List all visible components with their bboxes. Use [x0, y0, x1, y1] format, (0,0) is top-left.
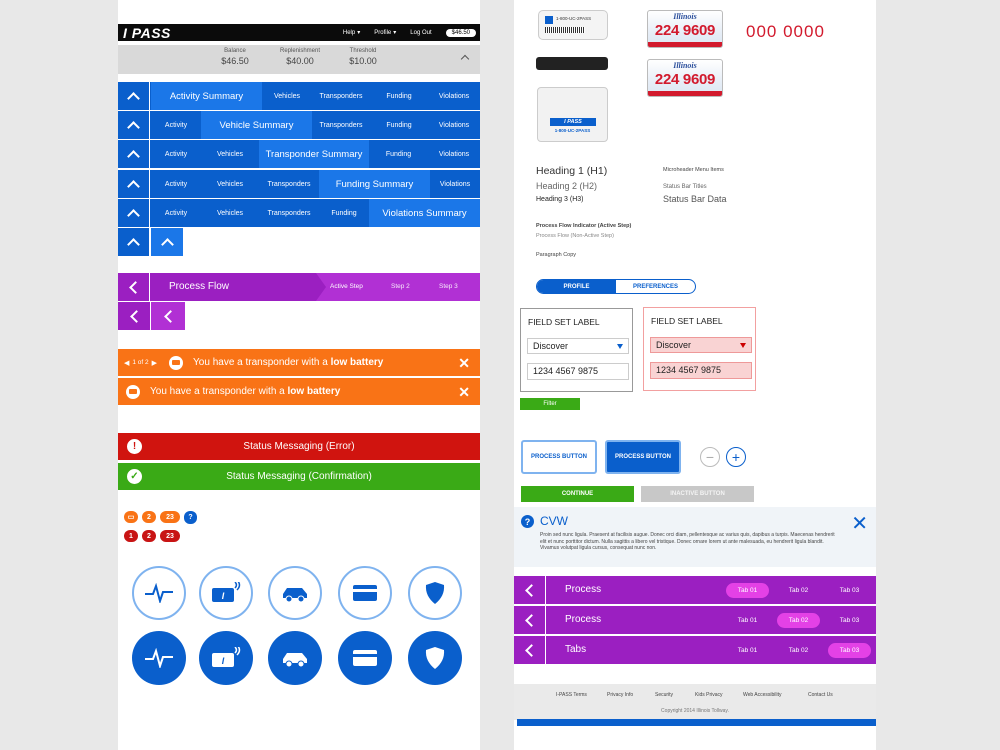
- alert-message: You have a transponder with a low battery: [193, 357, 384, 368]
- tab-activity[interactable]: Activity: [164, 121, 188, 129]
- step-active[interactable]: Active Step: [330, 283, 363, 290]
- chevron-up-icon: [161, 238, 174, 251]
- copyright: Copyright 2014 Illinois Tollway.: [661, 708, 729, 714]
- heading-1-sample: Heading 1 (H1): [536, 165, 608, 177]
- tab-row-activity: [118, 82, 480, 110]
- tab-activity[interactable]: Activity: [164, 180, 188, 188]
- chevron-up-icon: [127, 121, 140, 134]
- card-type-select[interactable]: Discover: [650, 337, 752, 353]
- cvw-info-panel: [514, 507, 876, 567]
- close-icon[interactable]: ✕: [458, 384, 470, 400]
- chevron-left-icon: [525, 614, 538, 627]
- barcode: [545, 27, 585, 33]
- status-confirmation: [118, 463, 480, 490]
- back-button[interactable]: [514, 606, 546, 634]
- svg-text:I: I: [221, 656, 225, 666]
- status-confirm-text: Status Messaging (Confirmation): [226, 471, 372, 482]
- collapse-button[interactable]: [118, 140, 150, 168]
- process-flow-title: Process Flow: [169, 281, 230, 292]
- device-label: 1-800-UC-2PASS: [556, 16, 592, 21]
- chevron-right-icon[interactable]: ▶: [151, 359, 158, 367]
- status-error: [118, 433, 480, 460]
- tab-02[interactable]: Tab 02: [788, 647, 809, 654]
- footer-link[interactable]: Privacy Info: [607, 692, 634, 698]
- alert-message: You have a transponder with a low battery: [150, 386, 341, 397]
- tab-transponders[interactable]: Transponders: [267, 209, 311, 217]
- process-button-filled[interactable]: PROCESS BUTTON: [605, 440, 681, 474]
- tab-01[interactable]: Tab 01: [726, 583, 769, 598]
- tab-activity[interactable]: Activity: [164, 209, 188, 217]
- process-row-label: Process: [565, 584, 602, 595]
- process-steps: [316, 273, 480, 301]
- tab-violations[interactable]: Violations: [438, 150, 470, 158]
- tab-vehicles[interactable]: Vehicles: [216, 209, 244, 217]
- tab-vehicles[interactable]: Vehicles: [216, 150, 244, 158]
- plate-number-text: 000 0000: [746, 22, 825, 41]
- tab-row-violations: [118, 199, 480, 227]
- process-tabs-row: [514, 606, 876, 634]
- collapse-button[interactable]: [118, 170, 150, 198]
- process-flow-active-sample: Process Flow Indicator (Active Step): [536, 223, 632, 229]
- chevron-up-icon: [127, 238, 140, 251]
- tab-activity-summary[interactable]: Activity Summary: [151, 82, 262, 110]
- ipass-logo: I PASS: [123, 24, 171, 41]
- process-row-label: Process: [565, 614, 602, 625]
- footer-bar: [517, 719, 876, 726]
- help-icon: ?: [521, 515, 534, 528]
- footer-link[interactable]: I-PASS Terms: [556, 692, 587, 698]
- card-phone: 1-800-UC-2PASS: [554, 128, 591, 133]
- tab-funding[interactable]: Funding: [385, 150, 412, 158]
- balance-pill[interactable]: $46.50: [446, 29, 476, 37]
- minus-icon[interactable]: −: [700, 447, 720, 467]
- back-button[interactable]: [118, 273, 150, 301]
- vehicle-icon[interactable]: [268, 631, 322, 685]
- shield-icon[interactable]: [408, 566, 462, 620]
- badge-count: 23: [160, 530, 180, 542]
- chevron-up-icon: [127, 92, 140, 105]
- alert-low-battery: [118, 378, 480, 405]
- cvw-title: CVW: [540, 514, 568, 528]
- badge-count: 1: [124, 530, 138, 542]
- chevron-left-icon: [525, 644, 538, 657]
- fieldset-label: FIELD SET LABEL: [528, 317, 600, 327]
- alert-low-battery-paged: [118, 349, 480, 376]
- card-brand: I PASS: [550, 118, 596, 126]
- filter-button[interactable]: Filter: [520, 398, 580, 410]
- tab-transponders[interactable]: Transponders: [319, 121, 363, 129]
- card-icon[interactable]: [338, 631, 392, 685]
- tab-activity[interactable]: Activity: [164, 150, 188, 158]
- tab-violations-summary[interactable]: Violations Summary: [369, 199, 480, 227]
- tab-01[interactable]: Tab 01: [737, 647, 758, 654]
- threshold-col: Threshold $10.00: [349, 48, 377, 66]
- transponder-icon: [126, 385, 140, 399]
- balance-col: Balance $46.50: [221, 48, 249, 66]
- card-type-select[interactable]: Discover: [527, 338, 629, 354]
- tab-funding[interactable]: Funding: [386, 92, 412, 100]
- paragraph-sample: Paragraph Copy: [536, 252, 577, 258]
- inactive-button: INACTIVE BUTTON: [641, 486, 754, 502]
- continue-button[interactable]: CONTINUE: [521, 486, 634, 502]
- tab-profile[interactable]: PROFILE: [537, 280, 616, 293]
- style-guide-left-panel: [118, 0, 480, 750]
- collapse-button[interactable]: [118, 111, 150, 139]
- tab-03[interactable]: Tab 03: [839, 617, 860, 624]
- chevron-left-icon: [130, 310, 143, 323]
- tab-row-transponders: [118, 140, 480, 168]
- ipass-logo: [545, 16, 553, 24]
- collapse-button[interactable]: [118, 82, 150, 110]
- chevron-left-icon: [525, 584, 538, 597]
- chevron-up-icon: [127, 209, 140, 222]
- shield-icon[interactable]: [408, 631, 462, 685]
- help-icon[interactable]: ?: [184, 511, 197, 524]
- close-icon[interactable]: ✕: [851, 513, 868, 535]
- step-arrow: [316, 273, 326, 301]
- badge-count: 23: [160, 511, 180, 523]
- license-plate: Illinois 224 9609: [647, 59, 723, 97]
- tab-vehicle-summary[interactable]: Vehicle Summary: [201, 111, 312, 139]
- fieldset-error: [643, 307, 756, 391]
- footer: [514, 684, 876, 720]
- process-flow: [118, 273, 480, 301]
- tab-02[interactable]: Tab 02: [788, 587, 809, 594]
- transponder-device: [538, 10, 608, 40]
- heading-3-sample: Heading 3 (H3): [536, 196, 584, 203]
- fieldset: [520, 308, 633, 392]
- chevron-up-icon: [127, 150, 140, 163]
- process-tabs-row: [514, 576, 876, 604]
- tab-vehicles[interactable]: Vehicles: [273, 92, 301, 100]
- profile-preferences-toggle: [536, 279, 696, 294]
- chevron-down-icon: [617, 344, 623, 349]
- transponder-device-side: [536, 57, 608, 70]
- footer-link[interactable]: Web Accessibility: [743, 692, 782, 698]
- transponder-icon[interactable]: [199, 631, 253, 685]
- tab-row-funding: [118, 170, 480, 198]
- back-button[interactable]: [118, 302, 151, 330]
- microheader-sample: Microheader Menu Items: [663, 167, 724, 173]
- fieldset-label: FIELD SET LABEL: [651, 316, 723, 326]
- chevron-left-icon: [164, 310, 177, 323]
- chevron-left-icon: [129, 281, 142, 294]
- profile-menu[interactable]: Profile ▾: [374, 29, 397, 36]
- collapse-button-hover[interactable]: [151, 228, 183, 256]
- logout-link[interactable]: Log Out: [410, 29, 432, 36]
- card-icon[interactable]: [338, 566, 392, 620]
- transponder-icon: [169, 356, 183, 370]
- heading-2-sample: Heading 2 (H2): [536, 181, 598, 191]
- close-icon[interactable]: ✕: [458, 355, 470, 371]
- tab-03[interactable]: Tab 03: [828, 643, 871, 658]
- chevron-up-icon: [127, 180, 140, 193]
- process-flow-inactive-sample: Process Flow (Non-Active Step): [536, 233, 614, 239]
- check-icon: ✓: [127, 469, 142, 484]
- card-number-field[interactable]: 1234 4567 9875: [650, 362, 752, 379]
- back-button-hover[interactable]: [151, 302, 185, 330]
- cvw-body: Proin sed nunc ligula. Praesent at facilisis augue. Donec orci diam, pellentesque ac varius quis, dapibus a turpis. Maecenas hendrerit elit et nunc porttitor dictum. Nulla sagittis a libero vel tristique. Donec ornare lorem ut ante malesuada, eu hendrerit ligula blandit. Vivamus volutpat ligula cursus, consequat nunc non.: [540, 532, 835, 551]
- tab-funding[interactable]: Funding: [386, 121, 412, 129]
- footer-link[interactable]: Contact Us: [808, 692, 833, 698]
- transponder-icon[interactable]: [199, 566, 253, 620]
- help-menu[interactable]: Help ▾: [342, 29, 361, 36]
- alert-pager: 1 of 2: [132, 359, 149, 366]
- status-error-text: Status Messaging (Error): [243, 441, 355, 452]
- top-bar: [118, 24, 480, 41]
- style-guide-right-panel: [514, 0, 876, 750]
- transponder-badge-icon: ▭: [124, 511, 138, 523]
- tab-funding-summary[interactable]: Funding Summary: [319, 170, 430, 198]
- svg-text:I: I: [221, 591, 225, 601]
- tab-row-vehicles: [118, 111, 480, 139]
- back-button[interactable]: [514, 576, 546, 604]
- chevron-up-icon[interactable]: [461, 55, 469, 63]
- process-tabs-row: [514, 636, 876, 664]
- alert-icon: !: [127, 439, 142, 454]
- step-2[interactable]: Step 2: [391, 283, 410, 290]
- tab-transponders[interactable]: Transponders: [267, 180, 311, 188]
- tab-violations[interactable]: Violations: [439, 180, 471, 188]
- badge-count: 2: [142, 511, 156, 523]
- card-number-field[interactable]: 1234 4567 9875: [527, 363, 629, 380]
- activity-icon[interactable]: [132, 566, 186, 620]
- tab-preferences[interactable]: PREFERENCES: [632, 283, 678, 290]
- chevron-down-icon: ▾: [393, 30, 397, 36]
- balance-bar: [118, 45, 480, 74]
- badge-count: 2: [142, 530, 156, 542]
- process-row-label: Tabs: [565, 644, 587, 655]
- status-data-sample: Status Bar Data: [663, 194, 727, 204]
- tab-transponder-summary[interactable]: Transponder Summary: [259, 140, 369, 168]
- activity-icon[interactable]: [132, 631, 186, 685]
- tab-transponders[interactable]: Transponders: [319, 92, 363, 100]
- collapse-button[interactable]: [118, 199, 150, 227]
- footer-link[interactable]: Kids Privacy: [695, 692, 723, 698]
- plus-icon[interactable]: +: [726, 447, 746, 467]
- process-button-outline[interactable]: PROCESS BUTTON: [521, 440, 597, 474]
- tab-violations[interactable]: Violations: [438, 92, 470, 100]
- license-plate: Illinois 224 9609: [647, 10, 723, 48]
- vehicle-icon[interactable]: [268, 566, 322, 620]
- tab-01[interactable]: Tab 01: [737, 617, 758, 624]
- chevron-left-icon[interactable]: ◀: [124, 359, 130, 367]
- tab-violations[interactable]: Violations: [438, 121, 470, 129]
- chevron-down-icon: [740, 343, 746, 348]
- step-3[interactable]: Step 3: [439, 283, 458, 290]
- tab-02[interactable]: Tab 02: [777, 613, 820, 628]
- collapse-button[interactable]: [118, 228, 150, 256]
- ipass-card: [537, 87, 608, 142]
- replenishment-col: Replenishment $40.00: [279, 48, 321, 66]
- tab-03[interactable]: Tab 03: [839, 587, 860, 594]
- back-button[interactable]: [514, 636, 546, 664]
- status-titles-sample: Status Bar Titles: [663, 184, 707, 190]
- tab-funding[interactable]: Funding: [331, 209, 357, 217]
- chevron-down-icon: ▾: [357, 30, 361, 36]
- footer-link[interactable]: Security: [655, 692, 674, 698]
- tab-vehicles[interactable]: Vehicles: [216, 180, 244, 188]
